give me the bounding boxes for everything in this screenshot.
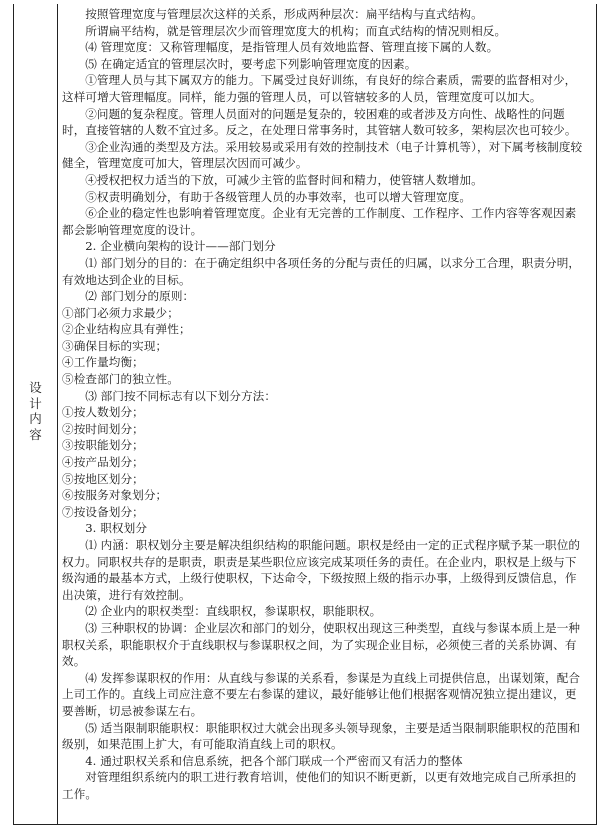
paragraph: ④按产品划分； (62, 455, 144, 470)
paragraph: ⑷ 发挥参谋职权的作用：从直线与参谋的关系看，参谋是为直线上司提供信息，出谋划策，配合上司工作的。直线上司应注意不要左右参谋的建议，最好能够让他们根据客观情况独立提出建议，更要善断，切忌被参谋左右。 (62, 670, 581, 718)
paragraph: ⑤权责明确划分，有助于各级管理人员的办事效率，也可以增大管理宽度。 (85, 189, 472, 204)
paragraph: ①部门必须力求最少； (62, 305, 179, 320)
paragraph: ③按职能划分； (62, 438, 144, 453)
paragraph: 2. 企业横向架构的设计——部门划分 (85, 239, 276, 254)
paragraph: ①管理人员与其下属双方的能力。下属受过良好训练，有良好的综合素质，需要的监督相对少，这样可增大管理幅度。同样，能力强的管理人员，可以管辖较多的人员，管理宽度可以加大。 (62, 73, 577, 104)
paragraph: ⑵ 企业内的职权类型：直线职权，参谋职权，职能职权。 (85, 604, 382, 619)
paragraph: ②企业结构应具有弹性； (62, 322, 191, 337)
paragraph: ⑴ 内涵：职权划分主要是解决组织结构的职能问题。职权是经由一定的正式程序赋予某一职位的权力。同职权共存的是职责，职责是某些职位应该完成某项任务的责任。在企业内，职权是上级与下级沟通的最基本方式，上级行使职权，下达命令，下级按照上级的指示办事，上级得到反馈信息，作出决策，进行有效控制。 (62, 538, 581, 602)
paragraph: ⑵ 部门划分的原则： (85, 289, 195, 304)
paragraph: ⑥按服务对象划分； (62, 488, 168, 503)
label-char: 计 (29, 395, 42, 411)
paragraph: ⑸ 在确定适宜的管理层次时，要考虑下列影响管理宽度的因素。 (85, 56, 417, 71)
paragraph: ③确保目标的实现； (62, 338, 168, 353)
content-column (62, 6, 588, 803)
paragraph: ⑥企业的稳定性也影响着管理宽度。企业有无完善的工作制度、工作程序、工作内容等客观因素都会影响管理宽度的设计。 (62, 206, 577, 237)
paragraph: 按照管理宽度与管理层次这样的关系，形成两种层次：扁平结构与直式结构。 (85, 7, 483, 21)
paragraph: 4. 通过职权关系和信息系统，把各个部门联成一个严密而又有活力的整体 (85, 753, 463, 768)
label-char: 容 (29, 426, 42, 442)
label-char: 设 (29, 380, 42, 395)
paragraph: ①按人数划分； (62, 405, 144, 420)
paragraph: ⑤按地区划分； (62, 471, 144, 486)
paragraph: ⑦按设备划分； (62, 504, 144, 519)
paragraph: ⑶ 三种职权的协调：企业层次和部门的划分，使职权出现这三种类型，直线与参谋本质上是一种职权关系，职能职权介于直线职权与参谋职权之间，为了实现企业目标，必须使三者的关系协调、有效。 (62, 620, 581, 669)
paragraph: 3. 职权划分 (85, 521, 148, 536)
paragraph: ④授权把权力适当的下放，可减少主管的监督时间和精力，使管辖人数增加。 (85, 172, 483, 187)
paragraph: ⑴ 部门划分的目的：在于确定组织中各项任务的分配与责任的归属，以求分工合理，职责分明，有效地达到企业的目标。 (62, 255, 581, 287)
row-label-design-content (14, 380, 57, 442)
label-char: 内 (29, 411, 42, 426)
paragraph: ⑤检查部门的独立性。 (62, 372, 179, 387)
table-bottom-border (13, 824, 597, 825)
paragraph: 所谓扁平结构，就是管理层次少而管理宽度大的机构；而直式结构的情况则相反。 (85, 23, 507, 38)
column-divider (57, 4, 58, 825)
paragraph: ④工作量均衡； (62, 355, 144, 370)
paragraph: ⑷ 管理宽度：又称管理幅度，是指管理人员有效地监督、管理直接下属的人数。 (85, 40, 499, 55)
paragraph: ③企业沟通的类型及方法。采用较易或采用有效的控制技术（电子计算机等），对下属考核制度较健全，管理宽度可加大，管理层次因而可减少。 (62, 139, 583, 171)
paragraph: ⑸ 适当限制职能职权：职能职权过大就会出现多头领导现象，主要是适当限制职能职权的范围和级别，如果范围上扩大，有可能取消直线上司的职权。 (62, 720, 581, 752)
paragraph: ②按时间划分； (62, 421, 144, 436)
paragraph: ②问题的复杂程度。管理人员面对的问题是复杂的，较困难的或者涉及方向性、战略性的问题时，直接管辖的人数不宜过多。反之，在处理日常事务时，其管辖人数可较多，架构层次也可较少。 (62, 106, 577, 138)
paragraph: 对管理组织系统内的职工进行教育培训，使他们的知识不断更新，以更有效地完成自己所承担的工作。 (62, 770, 577, 801)
paragraph: ⑶ 部门按不同标志有以下划分方法： (85, 388, 277, 403)
